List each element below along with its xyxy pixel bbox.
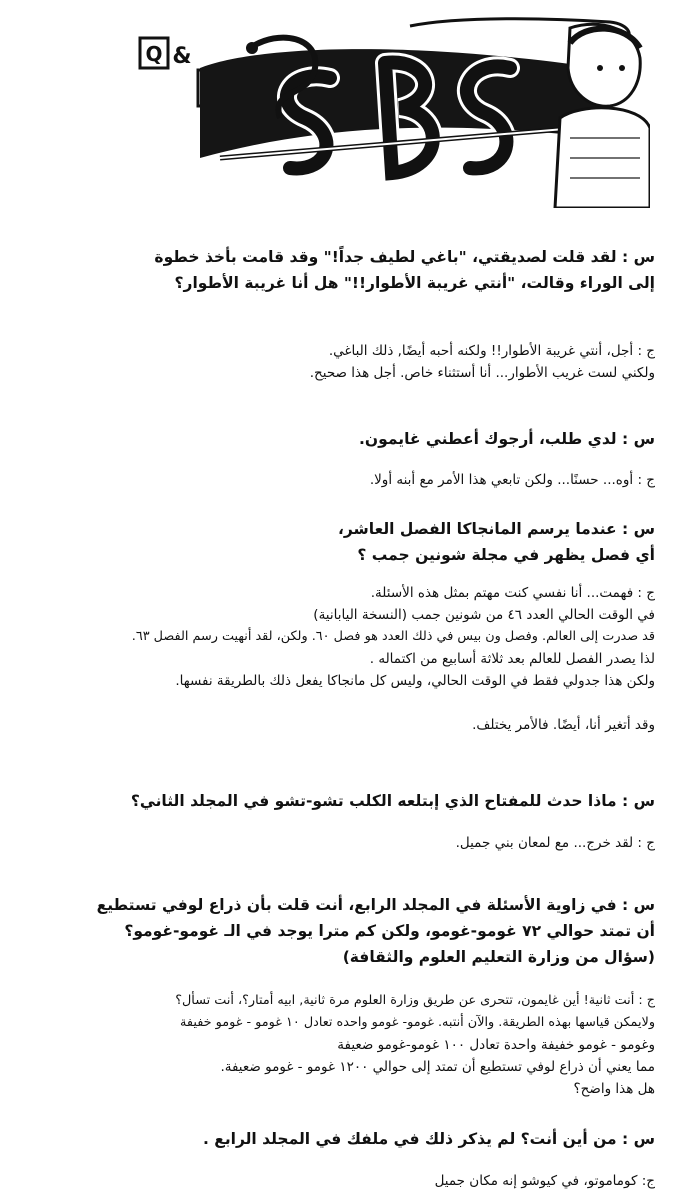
question-line: (سؤال من وزارة التعليم العلوم والثقافة) bbox=[342, 948, 655, 966]
qa-block bbox=[14, 244, 655, 296]
question-line: س : ماذا حدث للمفتاح الذي إبتلعه الكلب تشو-تشو في المجلد الثاني؟ bbox=[130, 792, 655, 810]
answer-line: ولكن هذا جدولي فقط في الوقت الحالي، وليس كل مانجاكا يفعل ذلك بالطريقة نفسها. bbox=[175, 673, 655, 689]
question-line: س : من أين أنت؟ لم يذكر ذلك في ملفك في المجلد الرابع . bbox=[202, 1130, 655, 1148]
answer-text bbox=[14, 1170, 655, 1192]
answer-line: ج : أجل، أنتي غريبة الأطوار!! ولكنه أحبه أيضًا, ذلك الباغي. bbox=[328, 343, 655, 359]
character-illustration bbox=[555, 24, 650, 208]
qa-block bbox=[14, 1126, 655, 1152]
answer-line: ج: كوماموتو، في كيوشو إنه مكان جميل bbox=[434, 1173, 655, 1189]
question-text bbox=[14, 1126, 655, 1152]
question-line: س : عندما يرسم المانجاكا الفصل العاشر، bbox=[338, 520, 655, 538]
qa-block bbox=[14, 469, 655, 491]
answer-line: ولكني لست غريب الأطوار... أنا أستثناء خاص. أجل هذا صحيح. bbox=[309, 365, 655, 381]
answer-line: مما يعني أن ذراع لوفي تستطيع أن تمتد إلى حوالي ١٢٠٠ غومو - غومو ضعيفة. bbox=[220, 1059, 655, 1075]
question-line: س : لدي طلب، أرجوك أعطني غايمون. bbox=[359, 430, 655, 448]
qa-block bbox=[14, 340, 655, 384]
answer-line: ولايمكن قياسها بهذه الطريقة. والآن أنتبه. غومو- غومو واحده تعادل ١٠ غومو - غومو خفيفة bbox=[180, 1015, 655, 1030]
answer-line: ج : أوه... حسنًا... ولكن تابعي هذا الأمر مع أبنه أولا. bbox=[369, 472, 655, 488]
answer-line: قد صدرت إلى العالم. وفصل ون بيس في ذلك العدد هو فصل ٦٠. ولكن، لقد أنهيت رسم الفصل ٦٣. bbox=[131, 629, 655, 644]
answer-text bbox=[14, 469, 655, 491]
answer-line bbox=[14, 692, 655, 714]
question-line: س : في زاوية الأسئلة في المجلد الرابع، أنت قلت بأن ذراع لوفي تستطيع bbox=[96, 896, 655, 914]
question-line: أن تمتد حوالي ٧٢ غومو-غومو، ولكن كم مترا يوجد في الـ غومو-غومو؟ bbox=[124, 922, 655, 940]
question-line: إلى الوراء وقالت، "أنتي غريبة الأطوار!!" هل أنا غريبة الأطوار؟ bbox=[174, 274, 655, 292]
answer-line: ج : لقد خرج... مع لمعان بني جميل. bbox=[455, 835, 655, 851]
answer-text bbox=[14, 582, 655, 736]
answer-text bbox=[14, 340, 655, 384]
answer-line: ج : فهمت... أنا نفسي كنت مهتم بمثل هذه الأسئلة. bbox=[370, 585, 655, 601]
question-text bbox=[14, 892, 655, 970]
qa-block bbox=[14, 892, 655, 970]
answer-line: لذا يصدر الفصل للعالم بعد ثلاثة أسابيع من اكتماله . bbox=[369, 651, 655, 667]
sbs-header-illustration bbox=[130, 8, 650, 208]
qa-block bbox=[14, 1170, 655, 1192]
question-text bbox=[14, 788, 655, 814]
qa-block bbox=[14, 426, 655, 452]
qa-block bbox=[14, 990, 655, 1100]
answer-line: ج : أنت ثانية! أين غايمون، تتحرى عن طريق وزارة العلوم مرة ثانية, ابيه أمتار؟، أنت تسأل؟ bbox=[175, 993, 655, 1008]
qa-block bbox=[14, 788, 655, 814]
answer-text bbox=[14, 832, 655, 854]
answer-line: في الوقت الحالي العدد ٤٦ من شونين جمب (النسخة اليابانية) bbox=[313, 607, 655, 623]
question-text bbox=[14, 426, 655, 452]
question-text bbox=[14, 516, 655, 568]
logo-amp: & bbox=[172, 44, 192, 69]
logo-q: Q bbox=[145, 42, 163, 66]
question-line: س : لقد قلت لصديقتي، "باغي لطيف جداً!" وقد قامت بأخذ خطوة bbox=[154, 248, 655, 266]
qa-block bbox=[14, 582, 655, 736]
qa-block bbox=[14, 832, 655, 854]
answer-line: وقد أتغير أنا، أيضًا. فالأمر يختلف. bbox=[472, 717, 655, 733]
answer-line: هل هذا واضح؟ bbox=[573, 1081, 655, 1097]
answer-line: وغومو - غومو خفيفة واحدة تعادل ١٠٠ غومو-غومو ضعيفة bbox=[337, 1037, 655, 1053]
qa-block bbox=[14, 516, 655, 568]
answer-text bbox=[14, 990, 655, 1100]
question-text bbox=[14, 244, 655, 296]
question-line: أي فصل يظهر في مجلة شونين جمب ؟ bbox=[357, 546, 655, 564]
